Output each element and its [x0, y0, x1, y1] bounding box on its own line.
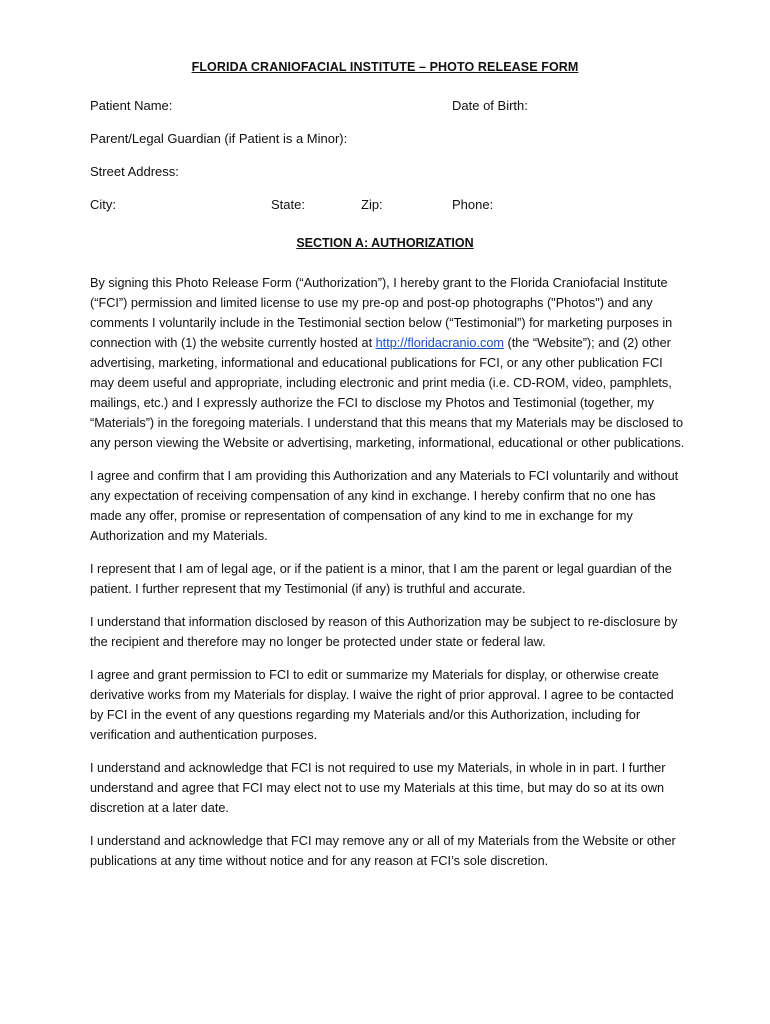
authorization-paragraph-6: I understand and acknowledge that FCI is not required to use my Materials, in whole in in part. I further understand and agree that FCI may elect not to use my Materials at this time, but may do so at its own discretion at a later date.	[90, 761, 666, 815]
website-link[interactable]: http://floridacranio.com	[375, 336, 504, 350]
section-a-heading: SECTION A: AUTHORIZATION	[296, 236, 474, 250]
paragraph-1-text-start: By signing this Photo Release Form (“Authorization”), I hereby grant to the Florida Craniofacial Institute (“FCI”) permission and limited license to use my pre-op and post-op photographs ("Photos") and any comments I voluntarily include in the Testimonial section below (“Testimonial”) for marketing purposes in connection with (1) the website currently hosted at	[90, 276, 673, 350]
guardian-label: Parent/Legal Guardian (if Patient is a Minor):	[90, 131, 348, 146]
patient-row	[90, 98, 690, 116]
patient-name-label: Patient Name:	[90, 98, 173, 113]
authorization-paragraph-2: I agree and confirm that I am providing this Authorization and any Materials to FCI voluntarily and without any expectation of receiving compensation of any kind in exchange. I hereby confirm that no one has made any offer, promise or representation of compensation of any kind to me in exchange for my Authorization and my Materials.	[90, 469, 679, 543]
authorization-paragraph-1	[90, 273, 686, 453]
authorization-body	[90, 273, 686, 884]
city-label: City:	[90, 197, 116, 212]
authorization-paragraph-3: I represent that I am of legal age, or if the patient is a minor, that I am the parent or legal guardian of the patient. I further represent that my Testimonial (if any) is truthful and accurate.	[90, 562, 672, 596]
authorization-paragraph-7: I understand and acknowledge that FCI may remove any or all of my Materials from the Website or other publications at any time without notice and for any reason at FCI’s sole discretion.	[90, 834, 676, 868]
date-of-birth-label: Date of Birth:	[452, 98, 528, 113]
paragraph-1-text-end: (the “Website”); and (2) other advertising, marketing, informational and educational publications for FCI, or any other publication FCI may deem useful and appropriate, including electronic and print media (i.e. CD-ROM, video, pamphlets, mailings, etc.) and I expressly authorize the FCI to disclose my Photos and Testimonial (together, my “Materials”) in the foregoing materials. I understand that this means that my Materials may be disclosed to any person viewing the Website or advertising, marketing, informational, educational or other publications.	[90, 336, 685, 450]
form-title: FLORIDA CRANIOFACIAL INSTITUTE – PHOTO RELEASE FORM	[191, 60, 579, 74]
phone-label: Phone:	[452, 197, 494, 212]
city-state-zip-phone-row	[90, 197, 690, 215]
state-label: State:	[271, 197, 305, 212]
guardian-row	[90, 131, 690, 149]
zip-label: Zip:	[361, 197, 383, 212]
street-address-row	[90, 164, 690, 182]
authorization-paragraph-4: I understand that information disclosed by reason of this Authorization may be subject to re-disclosure by the recipient and therefore may no longer be protected under state or federal law.	[90, 615, 678, 649]
street-address-label: Street Address:	[90, 164, 179, 179]
authorization-paragraph-5: I agree and grant permission to FCI to edit or summarize my Materials for display, or otherwise create derivative works from my Materials for display. I waive the right of prior approval. I agree to be contacted by FCI in the event of any questions regarding my Materials and/or this Authorization, including for verification and authentication purposes.	[90, 668, 674, 742]
